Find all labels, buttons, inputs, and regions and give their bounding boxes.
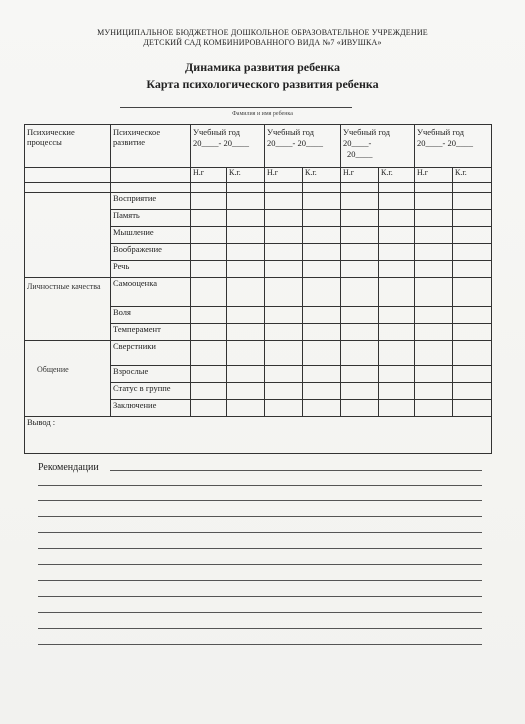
recommendation-line[interactable] bbox=[38, 485, 482, 486]
organization-header bbox=[0, 28, 525, 48]
table-row: Речь bbox=[25, 261, 492, 278]
recommendation-line[interactable] bbox=[38, 628, 482, 629]
header-year-3: Учебный год 20____- 20____ bbox=[341, 125, 415, 168]
category-personal: Личностные качества bbox=[25, 278, 111, 307]
development-table bbox=[24, 124, 492, 454]
kg-label: К.г. bbox=[453, 168, 492, 183]
recommendation-line[interactable] bbox=[38, 516, 482, 517]
ng-label: Н.г bbox=[341, 168, 379, 183]
ng-label: Н.г bbox=[415, 168, 453, 183]
org-line-2: ДЕТСКИЙ САД КОМБИНИРОВАННОГО ВИДА №7 «ИВУШКА» bbox=[143, 38, 382, 47]
recommendation-line[interactable] bbox=[38, 580, 482, 581]
table-row: Сверстники bbox=[25, 340, 492, 365]
table-row: Личностные качества Самооценка bbox=[25, 278, 492, 307]
table-row: Заключение bbox=[25, 399, 492, 416]
table-row: Статус в группе bbox=[25, 382, 492, 399]
table-row: Темперамент bbox=[25, 323, 492, 340]
table-row: Мышление bbox=[25, 227, 492, 244]
kg-label: К.г. bbox=[227, 168, 265, 183]
recommendation-line[interactable] bbox=[38, 548, 482, 549]
recommendation-line[interactable] bbox=[38, 596, 482, 597]
header-year-2: Учебный год 20____- 20____ bbox=[265, 125, 341, 168]
table-row: Общение Взрослые bbox=[25, 365, 492, 382]
table-spacer-row bbox=[25, 183, 492, 193]
child-name-line[interactable] bbox=[120, 107, 352, 108]
table-row: Восприятие bbox=[25, 193, 492, 210]
header-year-1: Учебный год 20____- 20____ bbox=[191, 125, 265, 168]
table-header-row bbox=[25, 125, 492, 168]
header-year-4: Учебный год 20____- 20____ bbox=[415, 125, 492, 168]
recommendation-line[interactable] bbox=[38, 612, 482, 613]
recommendation-line[interactable] bbox=[38, 644, 482, 645]
ng-label: Н.г bbox=[191, 168, 227, 183]
conclusion-row bbox=[25, 416, 492, 453]
recommendation-line[interactable] bbox=[38, 564, 482, 565]
document-subtitle: Карта психологического развития ребенка bbox=[146, 77, 379, 91]
header-processes: Психические процессы bbox=[25, 125, 111, 168]
kg-label: К.г. bbox=[379, 168, 415, 183]
recommendation-line[interactable] bbox=[38, 532, 482, 533]
table-row: Воля bbox=[25, 306, 492, 323]
org-line-1: МУНИЦИПАЛЬНОЕ БЮДЖЕТНОЕ ДОШКОЛЬНОЕ ОБРАЗОВАТЕЛЬНОЕ УЧРЕЖДЕНИЕ bbox=[97, 28, 428, 37]
header-development: Психическое развитие bbox=[111, 125, 191, 168]
kg-label: К.г. bbox=[303, 168, 341, 183]
recommendation-line[interactable] bbox=[110, 470, 482, 471]
ng-label: Н.г bbox=[265, 168, 303, 183]
recommendation-line[interactable] bbox=[38, 500, 482, 501]
conclusion-field[interactable] bbox=[25, 416, 492, 453]
document-title: Динамика развития ребенка bbox=[185, 60, 340, 74]
child-name-caption: Фамилия и имя ребенка bbox=[232, 111, 293, 117]
recommendations-label: Рекомендации bbox=[38, 462, 99, 473]
table-subheader-row bbox=[25, 168, 492, 183]
conclusion-label: Вывод : bbox=[27, 416, 56, 427]
table-row: Воображение bbox=[25, 244, 492, 261]
category-communication: Общение bbox=[25, 365, 111, 382]
table-row: Память bbox=[25, 210, 492, 227]
